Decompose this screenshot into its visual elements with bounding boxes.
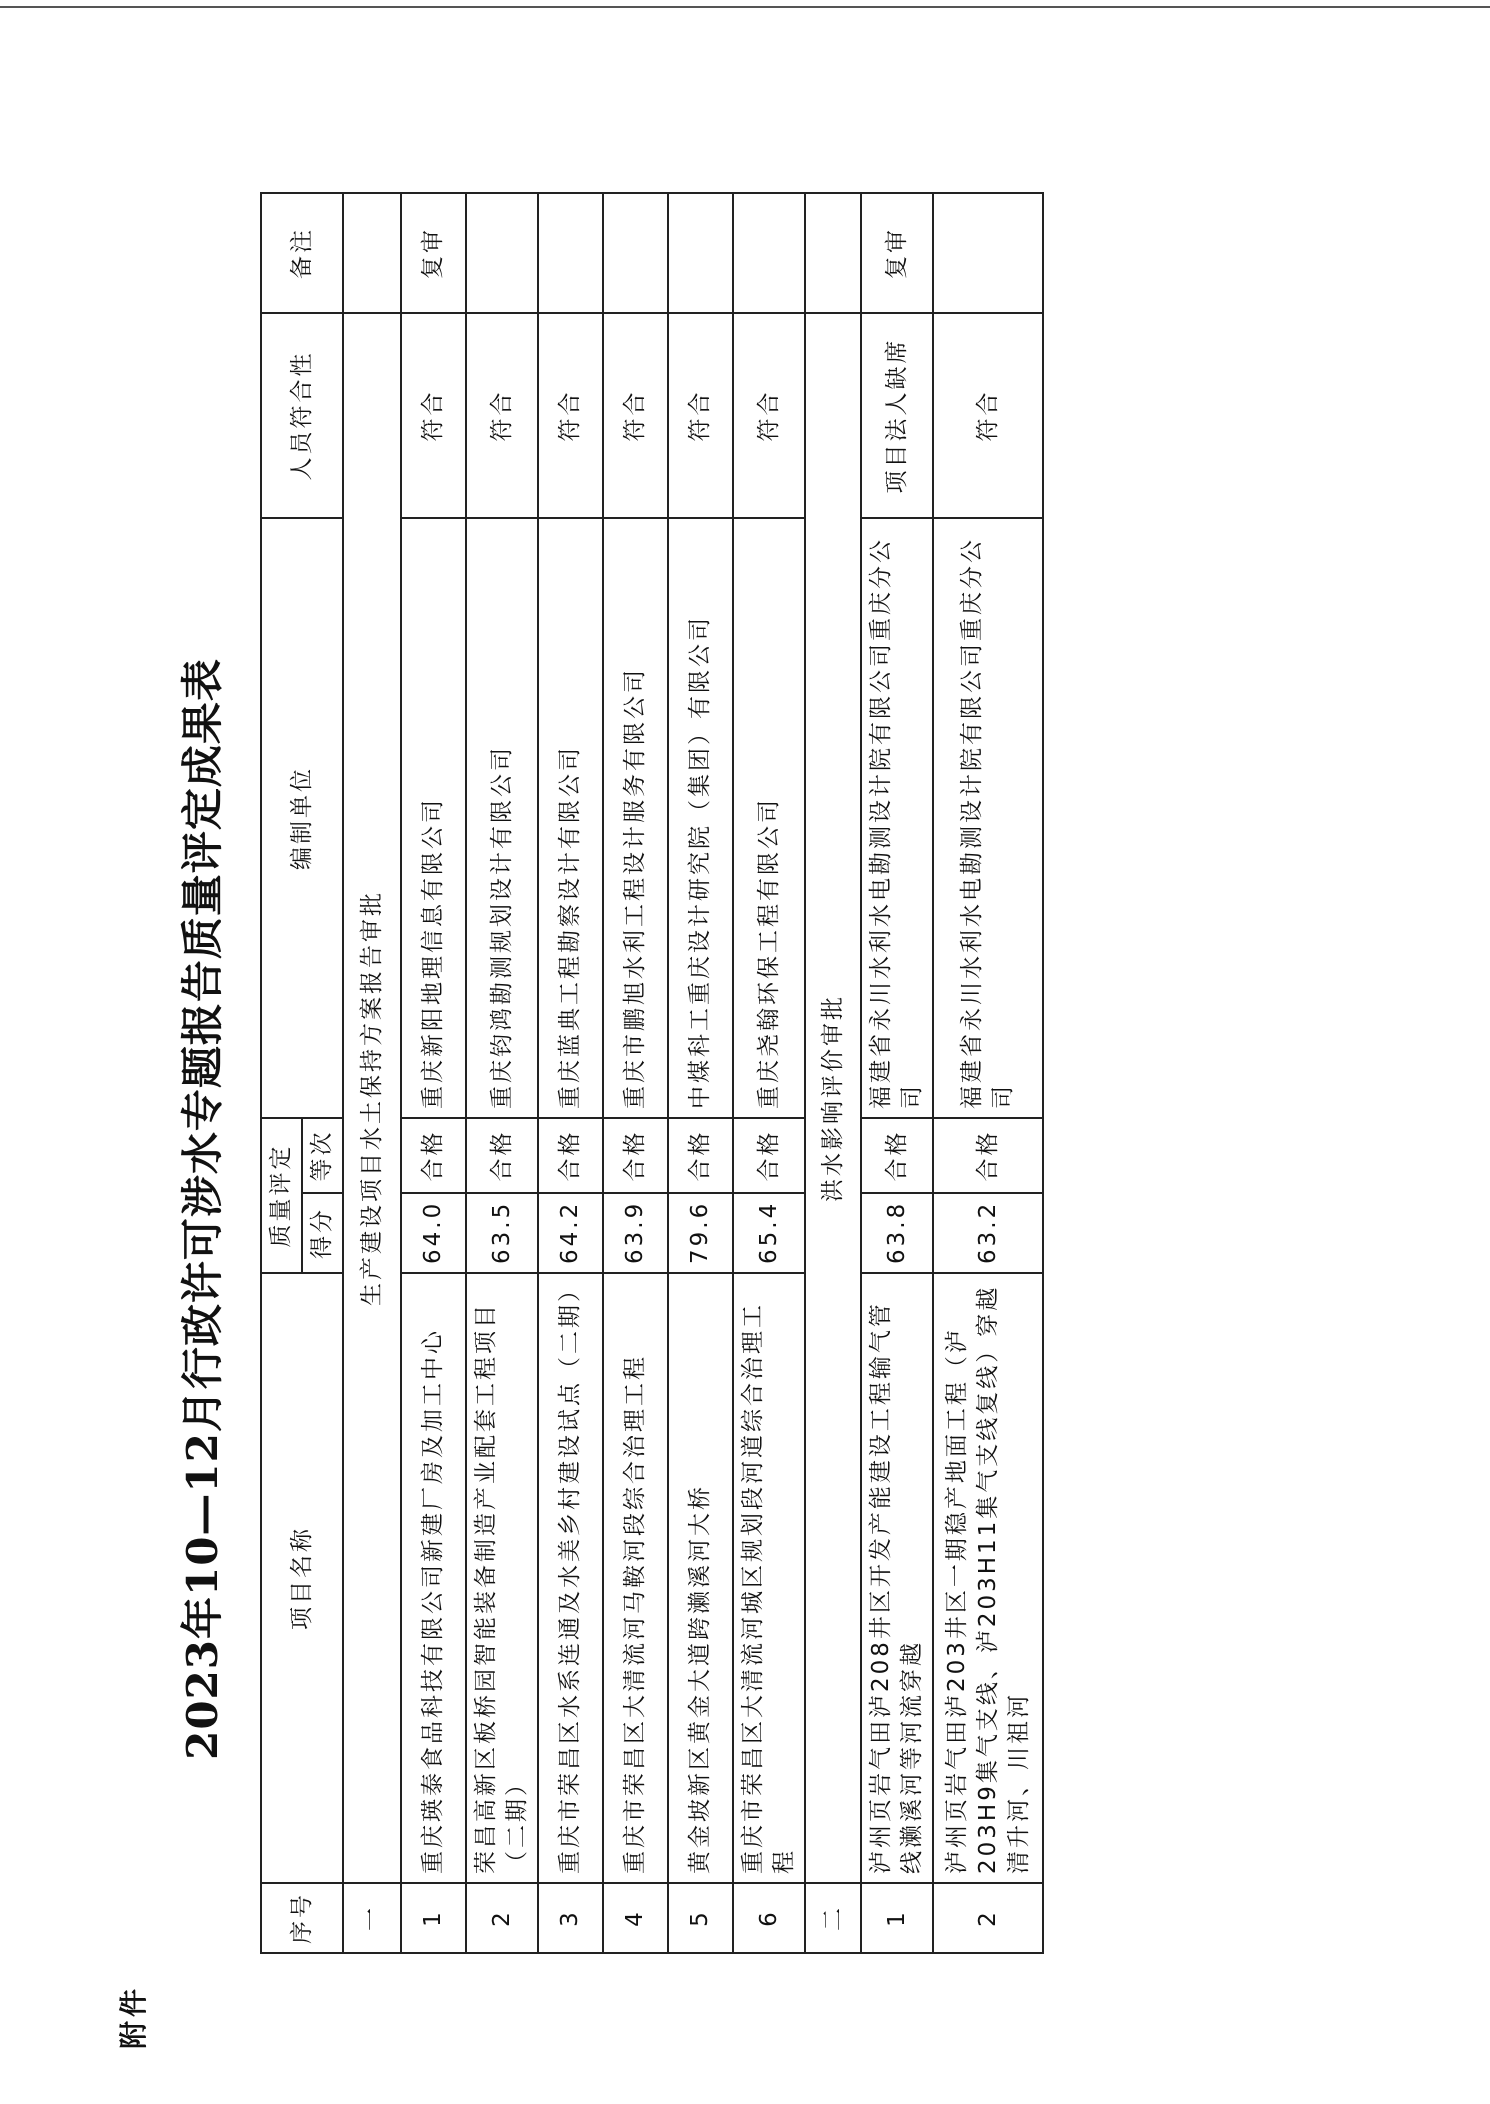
row-project: 泸州页岩气田泸203井区一期稳产地面工程（泸203H9集气支线、泸203H11集气支线复线）穿越清升河、川祖河 (933, 1273, 1043, 1883)
table-row (466, 193, 538, 1953)
table-row (933, 193, 1043, 1953)
row-score: 63.2 (933, 1193, 1043, 1273)
row-no: 1 (861, 1883, 933, 1953)
section-row (343, 193, 401, 1953)
row-personnel: 符合 (538, 313, 603, 518)
row-remark (603, 193, 668, 313)
header-unit: 编制单位 (261, 518, 343, 1118)
row-personnel: 符合 (733, 313, 805, 518)
table-row (603, 193, 668, 1953)
row-personnel: 符合 (603, 313, 668, 518)
row-no: 2 (466, 1883, 538, 1953)
row-remark: 复审 (861, 193, 933, 313)
row-score: 65.4 (733, 1193, 805, 1273)
row-project: 重庆市荣昌区大清流河城区规划段河道综合治理工程 (733, 1273, 805, 1883)
header-project: 项目名称 (261, 1273, 343, 1883)
row-remark (466, 193, 538, 313)
row-unit: 重庆蓝典工程勘察设计有限公司 (538, 518, 603, 1118)
attachment-label: 附件 (117, 1984, 150, 2049)
row-project: 黄金坡新区黄金大道跨濑溪河大桥 (668, 1273, 733, 1883)
section-index: 一 (343, 1883, 401, 1953)
row-grade: 合格 (466, 1118, 538, 1193)
row-no: 6 (733, 1883, 805, 1953)
row-project: 荣昌高新区板桥园智能装备制造产业配套工程项目（二期） (466, 1273, 538, 1883)
row-personnel: 项目法人缺席 (861, 313, 933, 518)
row-personnel: 符合 (668, 313, 733, 518)
row-project: 重庆市荣昌区水系连通及水美乡村建设试点（二期） (538, 1273, 603, 1883)
row-no: 5 (668, 1883, 733, 1953)
section-title: 洪水影响评价审批 (805, 313, 861, 1883)
header-personnel: 人员符合性 (261, 313, 343, 518)
table-row (861, 193, 933, 1953)
row-remark (933, 193, 1043, 313)
row-remark (668, 193, 733, 313)
row-personnel: 符合 (933, 313, 1043, 518)
section-index: 二 (805, 1883, 861, 1953)
row-score: 63.9 (603, 1193, 668, 1273)
row-unit: 福建省永川水利水电勘测设计院有限公司重庆分公司 (861, 518, 933, 1118)
results-table (260, 192, 1044, 1954)
row-grade: 合格 (538, 1118, 603, 1193)
row-score: 79.6 (668, 1193, 733, 1273)
section-remark-cell (343, 193, 401, 313)
header-quality: 质量评定 (261, 1118, 302, 1273)
row-unit: 重庆尧翰环保工程有限公司 (733, 518, 805, 1118)
row-no: 2 (933, 1883, 1043, 1953)
header-score: 得分 (302, 1193, 343, 1273)
section-row (805, 193, 861, 1953)
table-row (733, 193, 805, 1953)
row-personnel: 符合 (466, 313, 538, 518)
row-grade: 合格 (401, 1118, 466, 1193)
section-title: 生产建设项目水土保持方案报告审批 (343, 313, 401, 1883)
table-row (401, 193, 466, 1953)
row-grade: 合格 (733, 1118, 805, 1193)
row-grade: 合格 (861, 1118, 933, 1193)
table-row (668, 193, 733, 1953)
row-score: 64.0 (401, 1193, 466, 1273)
row-no: 3 (538, 1883, 603, 1953)
row-score: 63.8 (861, 1193, 933, 1273)
row-unit: 福建省永川水利水电勘测设计院有限公司重庆分公司 (933, 518, 1043, 1118)
row-no: 1 (401, 1883, 466, 1953)
section-remark-cell (805, 193, 861, 313)
row-unit: 重庆市鹏旭水利工程设计服务有限公司 (603, 518, 668, 1118)
document-title: 2023年10—12月行政许可涉水专题报告质量评定成果表 (178, 658, 227, 1760)
row-grade: 合格 (933, 1118, 1043, 1193)
row-remark: 复审 (401, 193, 466, 313)
header-grade: 等次 (302, 1118, 343, 1193)
row-unit: 重庆新阳地理信息有限公司 (401, 518, 466, 1118)
row-score: 63.5 (466, 1193, 538, 1273)
row-project: 重庆市荣昌区大清流河马鞍河段综合治理工程 (603, 1273, 668, 1883)
row-no: 4 (603, 1883, 668, 1953)
row-score: 64.2 (538, 1193, 603, 1273)
row-remark (733, 193, 805, 313)
table-row (538, 193, 603, 1953)
row-grade: 合格 (603, 1118, 668, 1193)
row-grade: 合格 (668, 1118, 733, 1193)
row-project: 泸州页岩气田泸208井区开发产能建设工程输气管线濑溪河等河流穿越 (861, 1273, 933, 1883)
header-remark: 备注 (261, 193, 343, 313)
row-personnel: 符合 (401, 313, 466, 518)
row-project: 重庆瑛泰食品科技有限公司新建厂房及加工中心 (401, 1273, 466, 1883)
row-unit: 重庆钧鸿勘测规划设计有限公司 (466, 518, 538, 1118)
row-unit: 中煤科工重庆设计研究院（集团）有限公司 (668, 518, 733, 1118)
header-index: 序号 (261, 1883, 343, 1953)
row-remark (538, 193, 603, 313)
